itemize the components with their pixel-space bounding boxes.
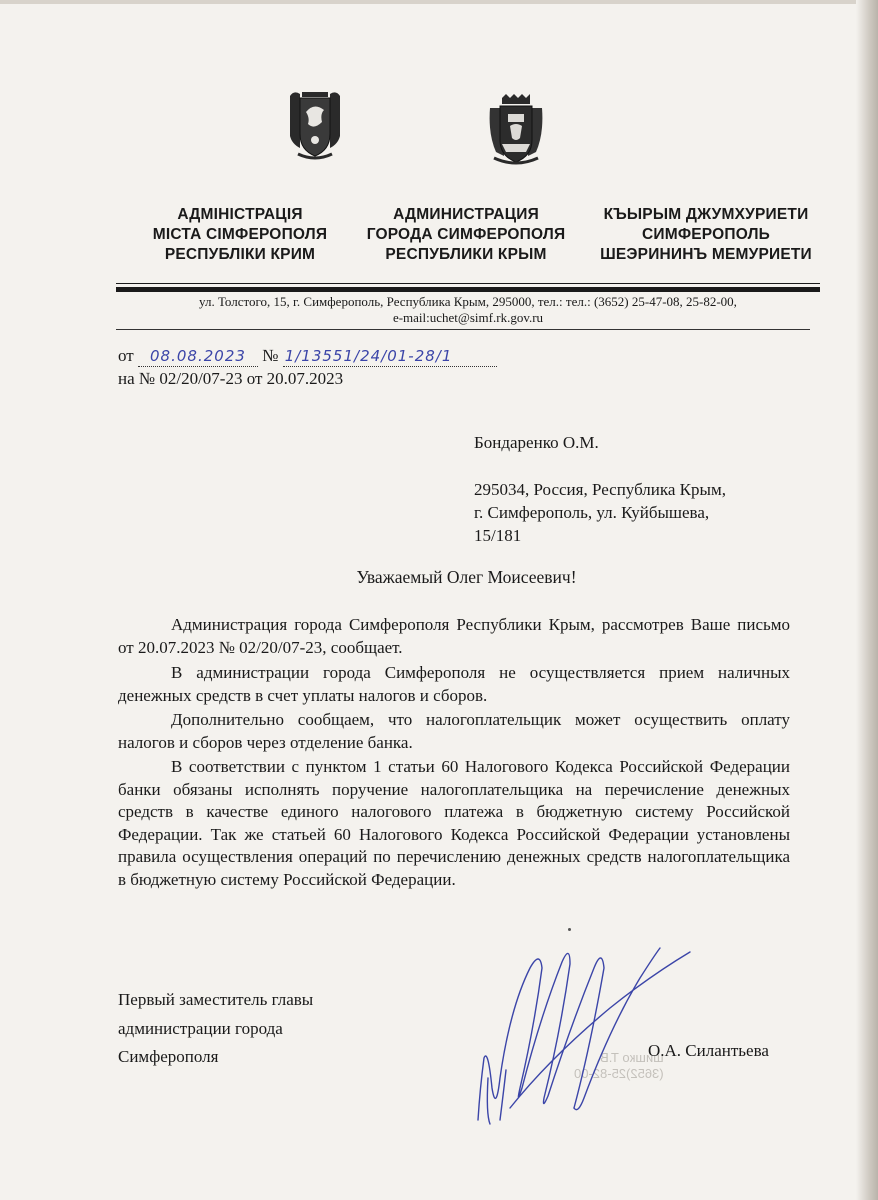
handwritten-reg-number: 1/13551/24/01-28/1 <box>283 346 497 367</box>
paragraph-text: Дополнительно сообщаем, что налогоплательщик может осуществить оплату налогов и сборов через отделение банка. <box>118 710 790 752</box>
org-name-ukrainian <box>130 205 350 265</box>
reply-reference: на № 02/20/07-23 от 20.07.2023 <box>118 369 344 388</box>
body-paragraph-3 <box>118 709 790 754</box>
header-rule-thin <box>116 283 820 284</box>
bleed-line-1: шишко Т.В. <box>596 1050 664 1065</box>
handwritten-signature <box>470 938 700 1128</box>
body-paragraph-4 <box>118 756 790 892</box>
contacts-email: e-mail:uchet@simf.rk.gov.ru <box>392 310 544 325</box>
org-cr-line-1: КЪЫРЫМ ДЖУМХУРИЕТИ <box>603 206 809 223</box>
ref-number-label: № <box>262 346 279 365</box>
crimea-coat-of-arms-icon <box>284 88 346 164</box>
paragraph-text: Администрация города Симферополя Республики Крым, рассмотрев Ваше письмо от 20.07.2023 № 02/20/07-23, сообщает. <box>118 615 790 657</box>
org-cr-line-2: СИМФЕРОПОЛЬ <box>641 226 771 243</box>
paper-speck <box>568 928 571 931</box>
address-line-2: г. Симферополь, ул. Куйбышева, <box>474 503 710 522</box>
signer-name: О.А. Силантьева <box>648 1041 769 1060</box>
contacts-address: ул. Толстого, 15, г. Симферополь, Республика Крым, 295000, тел.: тел.: (3652) 25-47-08, 25-82-00, <box>199 294 737 309</box>
page-edge-top <box>0 0 878 4</box>
body-paragraph-1 <box>118 614 790 659</box>
handwritten-date: 08.08.2023 <box>138 346 258 367</box>
org-ua-line-3: РЕСПУБЛІКИ КРИМ <box>164 246 316 263</box>
address-line-3: 15/181 <box>474 526 522 545</box>
org-cr-line-3: ШЕЭРИНИНЪ МЕМУРИЕТИ <box>600 246 812 263</box>
page-edge-right <box>856 0 878 1200</box>
header-rule-bottom <box>116 329 810 330</box>
bleed-line-2: (3652)25-82-00 <box>574 1066 664 1081</box>
addressee-name: Бондаренко О.М. <box>474 433 599 452</box>
org-ru-line-3: РЕСПУБЛИКИ КРЫМ <box>385 246 547 263</box>
position-line-3: Симферополя <box>118 1047 219 1066</box>
org-ua-line-2: МІСТА СІМФЕРОПОЛЯ <box>152 226 328 243</box>
paragraph-text: В администрации города Симферополя не осуществляется прием наличных денежных средств в счет уплаты налогов и сборов. <box>118 663 790 705</box>
body-paragraph-2 <box>118 662 790 707</box>
outgoing-reference <box>118 346 497 367</box>
paragraph-text: В соответствии с пунктом 1 статьи 60 Налогового Кодекса Российской Федерации банки обязаны исполнять поручение налогоплательщика на перечисление денежных средств в качестве единого налогового платежа в бюджетную систему Российской Федерации. Так же статьей 60 Налогового Кодекса Российской Федерации установлены правила осуществления операций по перечислению денежных средств налогоплательщика в бюджетную систему Российской Федерации. <box>118 757 790 889</box>
org-ru-line-1: АДМИНИСТРАЦИЯ <box>393 206 539 223</box>
address-line-1: 295034, Россия, Республика Крым, <box>474 480 726 499</box>
position-line-2: администрации города <box>118 1018 283 1038</box>
position-line-1: Первый заместитель главы <box>118 990 314 1009</box>
org-name-russian <box>352 205 580 265</box>
org-ru-line-2: ГОРОДА СИМФЕРОПОЛЯ <box>366 226 566 243</box>
simferopol-coat-of-arms-icon <box>486 94 546 168</box>
header-rule-thick <box>116 287 820 292</box>
salutation: Уважаемый Олег Моисеевич! <box>356 567 577 587</box>
org-ua-line-1: АДМІНІСТРАЦІЯ <box>177 206 303 223</box>
org-name-crimean-tatar <box>588 205 824 265</box>
ref-from-label: от <box>118 346 134 365</box>
signer-position <box>118 986 313 1072</box>
addressee-address <box>474 478 784 547</box>
